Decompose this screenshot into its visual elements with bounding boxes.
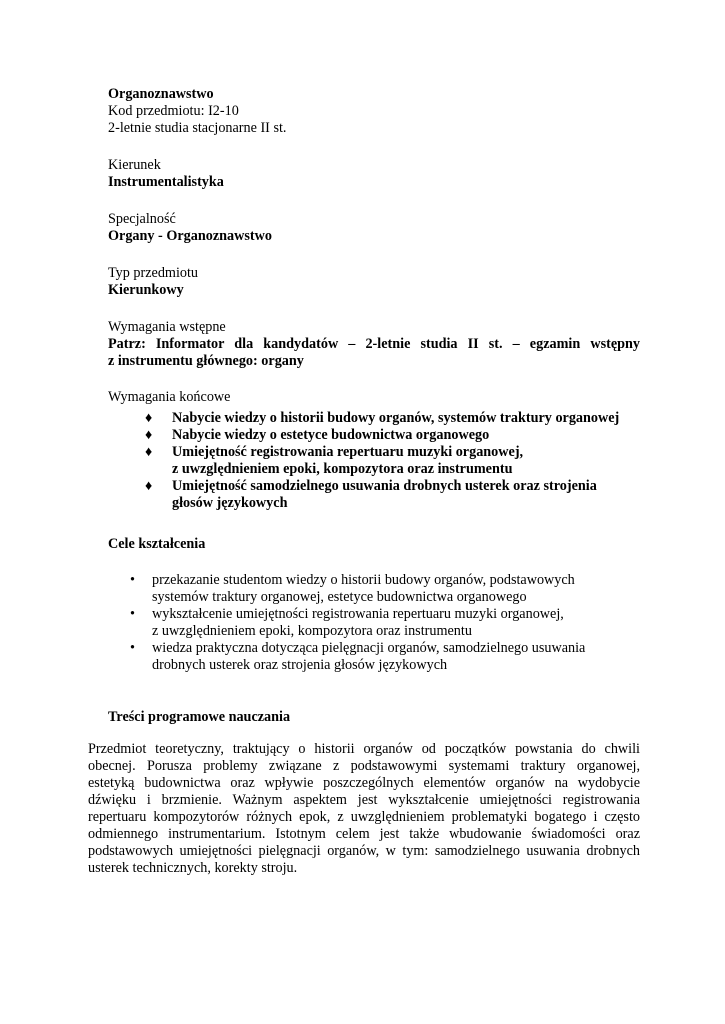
list-item: ♦ Umiejętność samodzielnego usuwania drobnych usterek oraz strojenia głosów językowych bbox=[145, 478, 597, 511]
bullet-dot-icon: • bbox=[130, 572, 135, 588]
content-paragraph: Przedmiot teoretyczny, traktujący o historii organów od początków powstania do chwili obecnej. Porusza problemy związane z podstawowymi systemami traktury organowej, estetyką budownictwa oraz wpływie poszczególnych elementów organów na wydobycie dźwięku i brzmienie. Ważnym aspektem jest wykształcenie umiejętności registrowania repertuaru kompozytorów różnych epok, z uwzględnieniem problematyki bogatego i często odmiennego instrumentarium. Istotnym celem jest także wbudowanie świadomości oraz podstawowych umiejętności pielęgnacji organów, w tym: samodzielnego usuwania drobnych usterek technicznych, korekty stroju. bbox=[88, 741, 640, 876]
study-type: 2-letnie studia stacjonarne II st. bbox=[108, 120, 287, 136]
goals-list bbox=[108, 572, 608, 674]
entry-requirements-label: Wymagania wstępne bbox=[108, 319, 226, 335]
content-heading-block bbox=[108, 709, 640, 726]
field-section bbox=[108, 157, 640, 191]
list-item: ♦ Umiejętność registrowania repertuaru muzyki organowej, z uwzględnieniem epoki, kompozytora oraz instrumentu bbox=[145, 444, 524, 477]
entry-requirements-section bbox=[108, 319, 640, 370]
list-item: • wiedza praktyczna dotycząca pielęgnacji organów, samodzielnego usuwania drobnych usterek oraz strojenia głosów językowych bbox=[130, 640, 586, 673]
diamond-bullet-icon: ♦ bbox=[145, 410, 153, 426]
specialty-label: Specjalność bbox=[108, 211, 176, 227]
specialty-section bbox=[108, 211, 640, 245]
course-header bbox=[108, 86, 640, 137]
list-item: ♦ Nabycie wiedzy o historii budowy organów, systemów traktury organowej bbox=[145, 410, 620, 426]
field-label: Kierunek bbox=[108, 157, 161, 173]
course-code: Kod przedmiotu: I2-10 bbox=[108, 103, 239, 119]
diamond-bullet-icon: ♦ bbox=[145, 478, 153, 494]
diamond-bullet-icon: ♦ bbox=[145, 444, 153, 460]
course-title: Organoznawstwo bbox=[108, 86, 214, 102]
entry-requirements-line-1: Patrz: Informator dla kandydatów – 2-letnie studia II st. – egzamin wstępny bbox=[108, 336, 640, 352]
subject-type-label: Typ przedmiotu bbox=[108, 265, 199, 281]
content-heading: Treści programowe nauczania bbox=[108, 709, 291, 725]
list-item: • przekazanie studentom wiedzy o historii budowy organów, podstawowych systemów traktury organowej, estetyce budownictwa organowego bbox=[130, 572, 575, 605]
final-requirements-label: Wymagania końcowe bbox=[108, 389, 231, 405]
entry-requirements-line-2: z instrumentu głównego: organy bbox=[108, 353, 304, 369]
subject-type-value: Kierunkowy bbox=[108, 282, 184, 298]
field-value: Instrumentalistyka bbox=[108, 174, 224, 190]
list-item: ♦ Nabycie wiedzy o estetyce budownictwa organowego bbox=[145, 427, 490, 443]
goals-heading-block bbox=[108, 536, 640, 553]
final-requirements-list bbox=[108, 410, 648, 512]
bullet-dot-icon: • bbox=[130, 606, 135, 622]
list-item: • wykształcenie umiejętności registrowania repertuaru muzyki organowej, z uwzględnieniem epoki, kompozytora oraz instrumentu bbox=[130, 606, 564, 639]
bullet-dot-icon: • bbox=[130, 640, 135, 656]
specialty-value: Organy - Organoznawstwo bbox=[108, 228, 272, 244]
goals-heading: Cele kształcenia bbox=[108, 536, 206, 552]
subject-type-section bbox=[108, 265, 640, 299]
diamond-bullet-icon: ♦ bbox=[145, 427, 153, 443]
final-requirements-label-block bbox=[108, 389, 640, 406]
